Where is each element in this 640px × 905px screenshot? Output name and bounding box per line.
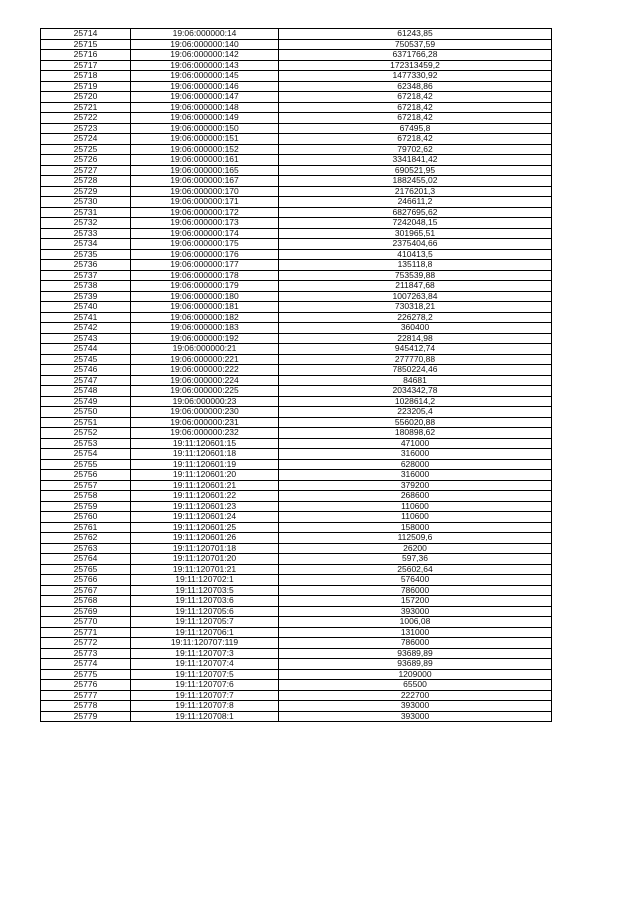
row-number-cell: 25772: [41, 638, 131, 649]
value-cell: 6371766,28: [279, 50, 552, 61]
table-row: [41, 543, 552, 554]
table-row: [41, 438, 552, 449]
table-row: [41, 344, 552, 355]
cadastral-number-cell: 19:11:120703:5: [131, 585, 279, 596]
value-cell: 277770,88: [279, 354, 552, 365]
table-row: [41, 648, 552, 659]
value-cell: 2034342,78: [279, 386, 552, 397]
cadastral-number-cell: 19:06:000000:221: [131, 354, 279, 365]
cadastral-number-cell: 19:06:000000:179: [131, 281, 279, 292]
cadastral-number-cell: 19:06:000000:167: [131, 176, 279, 187]
cadastral-number-cell: 19:11:120601:21: [131, 480, 279, 491]
value-cell: 246611,2: [279, 197, 552, 208]
row-number-cell: 25754: [41, 449, 131, 460]
row-number-cell: 25725: [41, 144, 131, 155]
table-row: [41, 617, 552, 628]
row-number-cell: 25749: [41, 396, 131, 407]
row-number-cell: 25764: [41, 554, 131, 565]
cadastral-number-cell: 19:06:000000:147: [131, 92, 279, 103]
cadastral-number-cell: 19:06:000000:170: [131, 186, 279, 197]
value-cell: 67218,42: [279, 113, 552, 124]
row-number-cell: 25769: [41, 606, 131, 617]
table-row: [41, 144, 552, 155]
table-row: [41, 659, 552, 670]
value-cell: 22814,98: [279, 333, 552, 344]
table-row: [41, 417, 552, 428]
value-cell: 2375404,66: [279, 239, 552, 250]
row-number-cell: 25759: [41, 501, 131, 512]
table-row: [41, 81, 552, 92]
row-number-cell: 25726: [41, 155, 131, 166]
cadastral-number-cell: 19:11:120707:5: [131, 669, 279, 680]
row-number-cell: 25778: [41, 701, 131, 712]
cadastral-number-cell: 19:06:000000:183: [131, 323, 279, 334]
value-cell: 67218,42: [279, 92, 552, 103]
cadastral-number-cell: 19:06:000000:140: [131, 39, 279, 50]
row-number-cell: 25722: [41, 113, 131, 124]
value-cell: 222700: [279, 690, 552, 701]
value-cell: 112509,6: [279, 533, 552, 544]
table-row: [41, 638, 552, 649]
value-cell: 628000: [279, 459, 552, 470]
row-number-cell: 25757: [41, 480, 131, 491]
cadastral-number-cell: 19:06:000000:182: [131, 312, 279, 323]
table-row: [41, 123, 552, 134]
table-row: [41, 669, 552, 680]
value-cell: 158000: [279, 522, 552, 533]
cadastral-number-cell: 19:11:120705:6: [131, 606, 279, 617]
value-cell: 730318,21: [279, 302, 552, 313]
table-row: [41, 302, 552, 313]
value-cell: 110600: [279, 501, 552, 512]
row-number-cell: 25719: [41, 81, 131, 92]
row-number-cell: 25736: [41, 260, 131, 271]
row-number-cell: 25728: [41, 176, 131, 187]
table-row: [41, 155, 552, 166]
value-cell: 62348,86: [279, 81, 552, 92]
row-number-cell: 25744: [41, 344, 131, 355]
row-number-cell: 25773: [41, 648, 131, 659]
value-cell: 211847,68: [279, 281, 552, 292]
table-row: [41, 701, 552, 712]
value-cell: 1007263,84: [279, 291, 552, 302]
table-row: [41, 564, 552, 575]
cadastral-number-cell: 19:06:000000:231: [131, 417, 279, 428]
row-number-cell: 25715: [41, 39, 131, 50]
value-cell: 1028614,2: [279, 396, 552, 407]
table-row: [41, 449, 552, 460]
value-cell: 410413,5: [279, 249, 552, 260]
table-row: [41, 585, 552, 596]
row-number-cell: 25716: [41, 50, 131, 61]
value-cell: 379200: [279, 480, 552, 491]
cadastral-number-cell: 19:11:120707:3: [131, 648, 279, 659]
row-number-cell: 25767: [41, 585, 131, 596]
cadastral-number-cell: 19:11:120601:18: [131, 449, 279, 460]
table-row: [41, 260, 552, 271]
data-sheet: [40, 28, 551, 722]
row-number-cell: 25760: [41, 512, 131, 523]
value-cell: 1209000: [279, 669, 552, 680]
cadastral-number-cell: 19:06:000000:224: [131, 375, 279, 386]
table-row: [41, 60, 552, 71]
cadastral-number-cell: 19:11:120708:1: [131, 711, 279, 722]
cadastral-number-cell: 19:11:120601:25: [131, 522, 279, 533]
table-row: [41, 375, 552, 386]
row-number-cell: 25774: [41, 659, 131, 670]
cadastral-number-cell: 19:06:000000:149: [131, 113, 279, 124]
table-row: [41, 228, 552, 239]
table-row: [41, 533, 552, 544]
row-number-cell: 25747: [41, 375, 131, 386]
cadastral-number-cell: 19:11:120707:4: [131, 659, 279, 670]
table-row: [41, 680, 552, 691]
table-row: [41, 239, 552, 250]
cadastral-number-cell: 19:06:000000:165: [131, 165, 279, 176]
value-cell: 180898,62: [279, 428, 552, 439]
row-number-cell: 25729: [41, 186, 131, 197]
cadastral-number-cell: 19:06:000000:143: [131, 60, 279, 71]
row-number-cell: 25777: [41, 690, 131, 701]
table-row: [41, 386, 552, 397]
value-cell: 6827695,62: [279, 207, 552, 218]
cadastral-number-cell: 19:11:120601:20: [131, 470, 279, 481]
value-cell: 93689,89: [279, 648, 552, 659]
table-row: [41, 270, 552, 281]
row-number-cell: 25739: [41, 291, 131, 302]
table-row: [41, 501, 552, 512]
table-row: [41, 218, 552, 229]
value-cell: 172313459,2: [279, 60, 552, 71]
value-cell: 1882455,02: [279, 176, 552, 187]
row-number-cell: 25737: [41, 270, 131, 281]
cadastral-number-cell: 19:11:120707:7: [131, 690, 279, 701]
row-number-cell: 25768: [41, 596, 131, 607]
value-cell: 131000: [279, 627, 552, 638]
value-cell: 393000: [279, 711, 552, 722]
value-cell: 157200: [279, 596, 552, 607]
cadastral-number-cell: 19:11:120705:7: [131, 617, 279, 628]
cadastral-number-cell: 19:06:000000:173: [131, 218, 279, 229]
value-cell: 226278,2: [279, 312, 552, 323]
cadastral-number-cell: 19:06:000000:171: [131, 197, 279, 208]
cadastral-number-cell: 19:06:000000:181: [131, 302, 279, 313]
value-cell: 7850224,46: [279, 365, 552, 376]
table-row: [41, 365, 552, 376]
cadastral-number-cell: 19:11:120701:20: [131, 554, 279, 565]
cadastral-number-cell: 19:06:000000:176: [131, 249, 279, 260]
table-row: [41, 113, 552, 124]
row-number-cell: 25742: [41, 323, 131, 334]
row-number-cell: 25751: [41, 417, 131, 428]
cadastral-number-cell: 19:06:000000:161: [131, 155, 279, 166]
value-cell: 301965,51: [279, 228, 552, 239]
value-cell: 26200: [279, 543, 552, 554]
row-number-cell: 25752: [41, 428, 131, 439]
value-cell: 2176201,3: [279, 186, 552, 197]
row-number-cell: 25745: [41, 354, 131, 365]
table-row: [41, 71, 552, 82]
cadastral-number-cell: 19:11:120707:6: [131, 680, 279, 691]
value-cell: 135118,8: [279, 260, 552, 271]
row-number-cell: 25758: [41, 491, 131, 502]
cadastral-number-cell: 19:06:000000:225: [131, 386, 279, 397]
table-row: [41, 470, 552, 481]
table-row: [41, 102, 552, 113]
table-row: [41, 207, 552, 218]
cadastral-number-cell: 19:06:000000:21: [131, 344, 279, 355]
table-row: [41, 522, 552, 533]
cadastral-number-cell: 19:06:000000:175: [131, 239, 279, 250]
row-number-cell: 25717: [41, 60, 131, 71]
table-row: [41, 312, 552, 323]
value-cell: 576400: [279, 575, 552, 586]
table-row: [41, 176, 552, 187]
value-cell: 556020,88: [279, 417, 552, 428]
cadastral-number-cell: 19:06:000000:174: [131, 228, 279, 239]
cadastral-number-cell: 19:11:120601:15: [131, 438, 279, 449]
table-body: [41, 29, 552, 722]
value-cell: 25602,64: [279, 564, 552, 575]
value-cell: 3341841,42: [279, 155, 552, 166]
cadastral-number-cell: 19:06:000000:177: [131, 260, 279, 271]
table-row: [41, 690, 552, 701]
value-cell: 316000: [279, 470, 552, 481]
table-row: [41, 134, 552, 145]
row-number-cell: 25763: [41, 543, 131, 554]
row-number-cell: 25724: [41, 134, 131, 145]
cadastral-number-cell: 19:06:000000:150: [131, 123, 279, 134]
value-cell: 471000: [279, 438, 552, 449]
table-row: [41, 249, 552, 260]
value-cell: 690521,95: [279, 165, 552, 176]
cadastral-number-cell: 19:06:000000:232: [131, 428, 279, 439]
row-number-cell: 25734: [41, 239, 131, 250]
cadastral-number-cell: 19:06:000000:172: [131, 207, 279, 218]
table-row: [41, 627, 552, 638]
row-number-cell: 25756: [41, 470, 131, 481]
value-cell: 750537,59: [279, 39, 552, 50]
cadastral-number-cell: 19:06:000000:178: [131, 270, 279, 281]
row-number-cell: 25755: [41, 459, 131, 470]
table-row: [41, 554, 552, 565]
table-row: [41, 396, 552, 407]
table-row: [41, 459, 552, 470]
cadastral-number-cell: 19:11:120601:22: [131, 491, 279, 502]
cadastral-number-cell: 19:11:120601:23: [131, 501, 279, 512]
table-row: [41, 186, 552, 197]
cadastral-number-cell: 19:06:000000:23: [131, 396, 279, 407]
value-cell: 360400: [279, 323, 552, 334]
table-row: [41, 39, 552, 50]
cadastral-number-cell: 19:06:000000:146: [131, 81, 279, 92]
row-number-cell: 25748: [41, 386, 131, 397]
value-cell: 1006,08: [279, 617, 552, 628]
table-row: [41, 165, 552, 176]
row-number-cell: 25775: [41, 669, 131, 680]
row-number-cell: 25718: [41, 71, 131, 82]
cadastral-number-cell: 19:11:120701:21: [131, 564, 279, 575]
row-number-cell: 25733: [41, 228, 131, 239]
row-number-cell: 25766: [41, 575, 131, 586]
table-row: [41, 428, 552, 439]
cadastral-number-cell: 19:06:000000:151: [131, 134, 279, 145]
value-cell: 597,36: [279, 554, 552, 565]
value-cell: 786000: [279, 638, 552, 649]
row-number-cell: 25743: [41, 333, 131, 344]
row-number-cell: 25721: [41, 102, 131, 113]
cadastral-number-cell: 19:06:000000:152: [131, 144, 279, 155]
cadastral-number-cell: 19:06:000000:142: [131, 50, 279, 61]
value-cell: 223205,4: [279, 407, 552, 418]
value-cell: 945412,74: [279, 344, 552, 355]
table-row: [41, 281, 552, 292]
table-row: [41, 606, 552, 617]
row-number-cell: 25730: [41, 197, 131, 208]
value-cell: 67218,42: [279, 102, 552, 113]
cadastral-number-cell: 19:06:000000:222: [131, 365, 279, 376]
value-cell: 1477330,92: [279, 71, 552, 82]
table-row: [41, 29, 552, 40]
row-number-cell: 25720: [41, 92, 131, 103]
cadastral-number-cell: 19:06:000000:14: [131, 29, 279, 40]
row-number-cell: 25761: [41, 522, 131, 533]
value-cell: 65500: [279, 680, 552, 691]
cadastral-number-cell: 19:06:000000:148: [131, 102, 279, 113]
table-row: [41, 92, 552, 103]
table-row: [41, 480, 552, 491]
cadastral-number-cell: 19:11:120707:119: [131, 638, 279, 649]
cadastral-number-cell: 19:11:120601:19: [131, 459, 279, 470]
data-table: [40, 28, 552, 722]
table-row: [41, 291, 552, 302]
cadastral-number-cell: 19:11:120707:8: [131, 701, 279, 712]
value-cell: 79702,62: [279, 144, 552, 155]
value-cell: 110600: [279, 512, 552, 523]
table-row: [41, 197, 552, 208]
table-row: [41, 596, 552, 607]
row-number-cell: 25771: [41, 627, 131, 638]
value-cell: 393000: [279, 606, 552, 617]
row-number-cell: 25776: [41, 680, 131, 691]
row-number-cell: 25750: [41, 407, 131, 418]
cadastral-number-cell: 19:11:120706:1: [131, 627, 279, 638]
table-row: [41, 407, 552, 418]
cadastral-number-cell: 19:06:000000:230: [131, 407, 279, 418]
value-cell: 93689,89: [279, 659, 552, 670]
cadastral-number-cell: 19:11:120703:6: [131, 596, 279, 607]
row-number-cell: 25779: [41, 711, 131, 722]
value-cell: 84681: [279, 375, 552, 386]
table-row: [41, 333, 552, 344]
value-cell: 268600: [279, 491, 552, 502]
cadastral-number-cell: 19:11:120701:18: [131, 543, 279, 554]
value-cell: 786000: [279, 585, 552, 596]
row-number-cell: 25723: [41, 123, 131, 134]
value-cell: 393000: [279, 701, 552, 712]
value-cell: 753539,88: [279, 270, 552, 281]
cadastral-number-cell: 19:06:000000:145: [131, 71, 279, 82]
value-cell: 61243,85: [279, 29, 552, 40]
cadastral-number-cell: 19:06:000000:192: [131, 333, 279, 344]
cadastral-number-cell: 19:11:120601:26: [131, 533, 279, 544]
row-number-cell: 25753: [41, 438, 131, 449]
row-number-cell: 25731: [41, 207, 131, 218]
row-number-cell: 25770: [41, 617, 131, 628]
value-cell: 7242048,15: [279, 218, 552, 229]
row-number-cell: 25765: [41, 564, 131, 575]
row-number-cell: 25762: [41, 533, 131, 544]
value-cell: 67218,42: [279, 134, 552, 145]
row-number-cell: 25732: [41, 218, 131, 229]
table-row: [41, 575, 552, 586]
table-row: [41, 491, 552, 502]
cadastral-number-cell: 19:11:120601:24: [131, 512, 279, 523]
cadastral-number-cell: 19:06:000000:180: [131, 291, 279, 302]
row-number-cell: 25735: [41, 249, 131, 260]
table-row: [41, 512, 552, 523]
value-cell: 67495,8: [279, 123, 552, 134]
row-number-cell: 25727: [41, 165, 131, 176]
table-row: [41, 354, 552, 365]
row-number-cell: 25738: [41, 281, 131, 292]
table-row: [41, 50, 552, 61]
row-number-cell: 25740: [41, 302, 131, 313]
value-cell: 316000: [279, 449, 552, 460]
table-row: [41, 711, 552, 722]
row-number-cell: 25746: [41, 365, 131, 376]
table-row: [41, 323, 552, 334]
row-number-cell: 25741: [41, 312, 131, 323]
cadastral-number-cell: 19:11:120702:1: [131, 575, 279, 586]
row-number-cell: 25714: [41, 29, 131, 40]
